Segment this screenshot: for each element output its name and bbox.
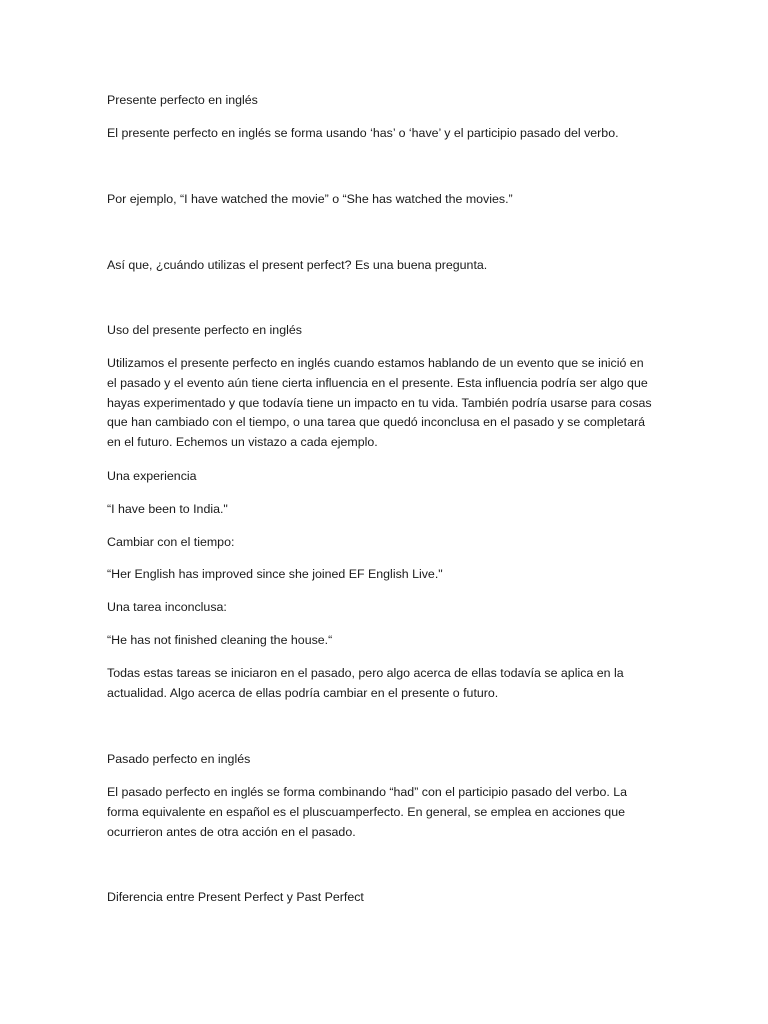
todas-line: actualidad. Algo acerca de ellas podría cambiar en el presente o futuro. [107,685,499,700]
heading-pasado: Pasado perfecto en inglés [107,752,251,766]
quote-india: “I have been to India." [107,502,228,516]
question-paragraph: Así que, ¿cuándo utilizas el present perfect? Es una buena pregunta. [107,258,488,272]
pasado-line: ocurrieron antes de otra acción en el pasado. [107,824,356,839]
pasado-paragraph [107,783,647,842]
todas-line: Todas estas tareas se iniciaron en el pasado, pero algo acerca de ellas todavía se aplica en la [107,666,624,680]
intro-paragraph: El presente perfecto en inglés se forma usando ‘has’ o ‘have’ y el participio pasado del verbo. [107,126,619,140]
uso-line: hayas experimentado y que todavía tiene un impacto en tu vida. También podría usarse para cosas [107,395,652,410]
label-tarea: Una tarea inconclusa: [107,600,227,614]
example-paragraph: Por ejemplo, “I have watched the movie” o “She has watched the movies.” [107,192,513,206]
heading-diferencia: Diferencia entre Present Perfect y Past Perfect [107,890,364,904]
uso-line: el pasado y el evento aún tiene cierta influencia en el presente. Esta influencia podría ser algo que [107,375,648,390]
pasado-line: El pasado perfecto en inglés se forma combinando “had” con el participio pasado del verbo. La [107,785,628,799]
uso-line: Utilizamos el presente perfecto en inglés cuando estamos hablando de un evento que se inició en [107,356,644,370]
uso-line: en el futuro. Echemos un vistazo a cada ejemplo. [107,435,378,450]
uso-line: que han cambiado con el tiempo, o una tarea que quedó inconclusa en el pasado y se completará [107,415,645,430]
pasado-line: forma equivalente en español es el pluscuamperfecto. En general, se emplea en acciones que [107,804,625,819]
label-experiencia: Una experiencia [107,469,197,483]
label-cambiar: Cambiar con el tiempo: [107,535,235,549]
uso-paragraph [107,354,652,453]
quote-english: “Her English has improved since she joined EF English Live." [107,567,443,581]
quote-house: “He has not finished cleaning the house.“ [107,633,333,647]
heading-present-perfect: Presente perfecto en inglés [107,93,258,107]
heading-uso: Uso del presente perfecto en inglés [107,323,302,337]
todas-paragraph [107,664,647,704]
